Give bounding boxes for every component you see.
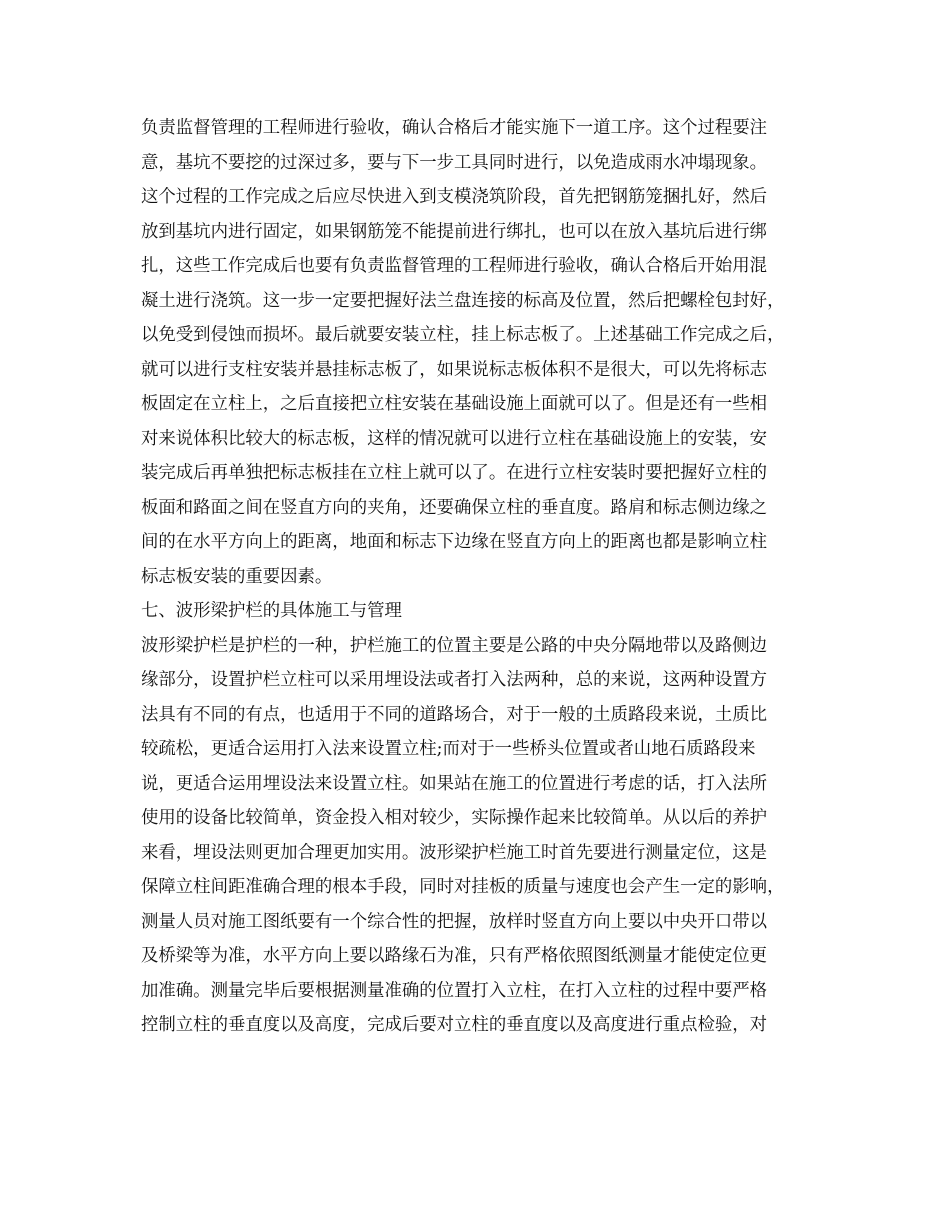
text-line: 缘部分，设置护栏立柱可以采用埋设法或者打入法两种，总的来说，这两种设置方	[141, 670, 768, 690]
text-line: 意，基坑不要挖的过深过多，要与下一步工具同时进行，以免造成雨水冲塌现象。	[141, 152, 768, 173]
text-line: 法具有不同的有点，也适用于不同的道路场合，对于一般的土质路段来说，土质比	[141, 704, 768, 725]
text-line: 来看，埋设法则更加合理更加实用。波形梁护栏施工时首先要进行测量定位，这是	[141, 842, 768, 863]
text-line: 加准确。测量完毕后要根据测量准确的位置打入立柱，在打入立柱的过程中要严格	[141, 980, 768, 1001]
text-line: 就可以进行支柱安装并悬挂标志板了，如果说标志板体积不是很大，可以先将标志	[141, 359, 768, 380]
text-line: 扎，这些工作完成后也要有负责监督管理的工程师进行验收，确认合格后开始用混	[141, 256, 768, 276]
text-line: 说，更适合运用埋设法来设置立柱。如果站在施工的位置进行考虑的话，打入法所	[141, 773, 768, 794]
text-line: 间的在水平方向上的距离，地面和标志下边缘在竖直方向上的距离也都是影响立柱	[141, 532, 768, 552]
text-line: 测量人员对施工图纸要有一个综合性的把握，放样时竖直方向上要以中央开口带以	[141, 911, 768, 932]
text-line: 对来说体积比较大的标志板，这样的情况就可以进行立柱在基础设施上的安装，安	[141, 428, 768, 449]
text-line: 波形梁护栏是护栏的一种，护栏施工的位置主要是公路的中央分隔地带以及路侧边	[141, 635, 768, 656]
section-heading: 七、波形梁护栏的具体施工与管理	[141, 601, 402, 621]
text-line: 及桥梁等为准，水平方向上要以路缘石为准，只有严格依照图纸测量才能使定位更	[141, 946, 768, 966]
text-line: 这个过程的工作完成之后应尽快进入到支模浇筑阶段，首先把钢筋笼捆扎好，然后	[141, 187, 768, 207]
text-line: 负责监督管理的工程师进行验收，确认合格后才能实施下一道工序。这个过程要注	[141, 118, 768, 138]
text-line: 凝土进行浇筑。这一步一定要把握好法兰盘连接的标高及位置，然后把螺栓包封好，	[141, 290, 785, 311]
text-line: 板固定在立柱上，之后直接把立柱安装在基础设施上面就可以了。但是还有一些相	[141, 394, 768, 414]
text-line: 以免受到侵蚀而损坏。最后就要安装立柱，挂上标志板了。上述基础工作完成之后，	[141, 325, 785, 345]
text-line: 使用的设备比较简单，资金投入相对较少，实际操作起来比较简单。从以后的养护	[141, 808, 768, 828]
text-line: 放到基坑内进行固定，如果钢筋笼不能提前进行绑扎，也可以在放入基坑后进行绑	[141, 221, 768, 242]
text-line: 装完成后再单独把标志板挂在立柱上就可以了。在进行立柱安装时要把握好立柱的	[141, 463, 768, 483]
text-line: 控制立柱的垂直度以及高度，完成后要对立柱的垂直度以及高度进行重点检验，对	[141, 1015, 768, 1035]
text-line: 标志板安装的重要因素。	[141, 566, 333, 587]
text-line: 板面和路面之间在竖直方向的夹角，还要确保立柱的垂直度。路肩和标志侧边缘之	[141, 497, 768, 518]
text-line: 保障立柱间距准确合理的根本手段，同时对挂板的质量与速度也会产生一定的影响，	[141, 877, 785, 897]
body-text	[141, 111, 816, 1043]
text-line: 较疏松，更适合运用打入法来设置立柱;而对于一些桥头位置或者山地石质路段来	[141, 739, 756, 759]
